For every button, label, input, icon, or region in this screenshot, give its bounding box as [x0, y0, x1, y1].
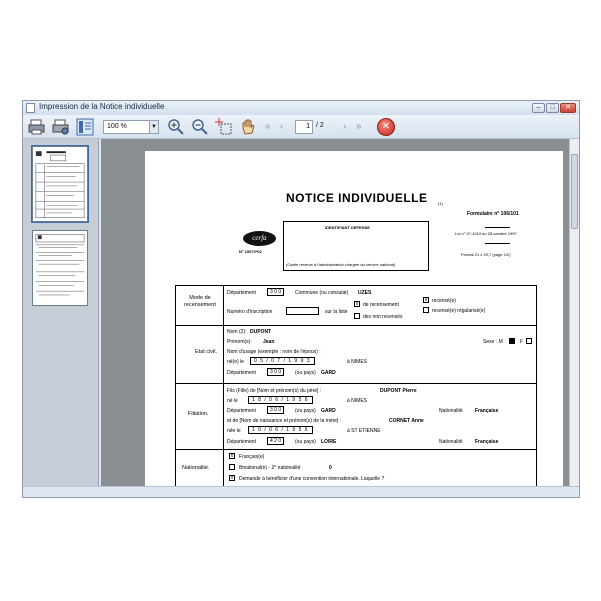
page-total: / 2: [316, 122, 324, 129]
cerfa-number: N° 10070*02: [239, 249, 262, 254]
option-francais: Français(e): [239, 454, 265, 460]
zoom-value: 100 %: [107, 123, 127, 130]
form-number: Formulaire n° 106/101: [467, 211, 519, 217]
mere-nationalite-label: Nationalité: [439, 439, 463, 445]
checkbox-sexe-m-checked: [509, 338, 515, 344]
close-window-button[interactable]: ✕: [560, 103, 576, 113]
cerfa-logo: cerfa: [243, 231, 276, 246]
pere-dept-label: Département: [227, 408, 256, 414]
pere-nationalite-value: Française: [475, 408, 499, 414]
page-thumbnail-2[interactable]: [32, 230, 88, 306]
hand-tool-icon[interactable]: [239, 118, 257, 136]
commune-value: UZES: [358, 290, 372, 296]
page-number-input[interactable]: [295, 120, 313, 134]
last-page-button[interactable]: »: [356, 121, 362, 132]
pere-lieu: à NIMES: [347, 398, 368, 404]
mere-nationalite-value: Française: [475, 439, 499, 445]
maximize-button[interactable]: □: [546, 103, 559, 113]
option-recensement: de recensement: [363, 302, 399, 308]
fils-value: DUPONT Pierre: [380, 388, 417, 394]
zoom-out-icon[interactable]: [191, 118, 209, 136]
mere-ne-value: 1 0 / 0 6 / 1 9 5 6: [248, 426, 313, 434]
divider: [485, 243, 510, 244]
checkbox-sexe-f: [526, 338, 532, 344]
checkbox-convention-checked: x: [230, 475, 234, 481]
document-page: [145, 151, 563, 486]
fils-label: Fils (Fille) de [Nom et prénom(s) du père] :: [227, 388, 322, 394]
departement-label: Département: [227, 290, 256, 296]
ne-label: né(e) le: [227, 359, 244, 365]
mere-label: et de [Nom de naissance et prénom(s) de la mère] :: [227, 418, 342, 424]
title-note: (1): [438, 201, 443, 206]
mere-ne-label: née le: [227, 428, 241, 434]
law-reference: Loi n° 97-1019 du 28 octobre 1997: [455, 231, 517, 236]
pere-dept-value: 3 0 0: [267, 406, 284, 414]
mere-dept-label: Département: [227, 439, 256, 445]
checkbox-recense-checked: x: [424, 297, 428, 303]
dept-label: Département: [227, 370, 256, 376]
previous-page-button[interactable]: ‹: [280, 121, 284, 132]
divider: [485, 227, 510, 228]
pere-pays-label: (ou pays): [295, 408, 316, 414]
checkbox-francais-checked: x: [230, 453, 234, 459]
commune-label: Commune (ou consulat): [295, 290, 349, 296]
window-title: Impression de la Notice individuelle: [39, 102, 165, 111]
next-page-button[interactable]: ›: [343, 121, 347, 132]
inscription-field: [286, 307, 319, 315]
mere-pays-value: LOIRE: [321, 439, 337, 445]
title-bar[interactable]: [23, 101, 579, 115]
inscription-label: Numéro d'inscription: [227, 309, 273, 315]
row-divider: [175, 383, 537, 384]
scrollbar-thumb[interactable]: [571, 154, 578, 229]
vertical-scrollbar[interactable]: [569, 139, 579, 486]
toolbar: [23, 115, 579, 139]
row-divider: [175, 449, 537, 450]
minimize-button[interactable]: –: [532, 103, 545, 113]
section-label-etat-civil: Etat civil.: [194, 349, 217, 355]
ne-value: 0 5 / 0 7 / 1 9 9 3: [250, 357, 315, 365]
dept-value: 3 0 0: [267, 368, 284, 376]
binational-value: 0: [329, 465, 332, 471]
sexe-label: Sexe : M: [483, 339, 503, 345]
option-convention: Demande à bénéficier d'une convention internationale. Laquelle ?: [239, 476, 385, 482]
select-region-icon[interactable]: [215, 118, 233, 136]
thumbnails-toggle-icon[interactable]: [76, 118, 94, 136]
usage-label: Nom d'usage (exemple : nom de l'époux) :: [227, 349, 321, 355]
mere-lieu: à ST ETIENNE: [347, 428, 381, 434]
mere-value: CORNET Anne: [389, 418, 424, 424]
status-bar: [23, 486, 579, 497]
section-label-nationalite: Nationalité.: [182, 465, 210, 471]
zoom-in-icon[interactable]: [167, 118, 185, 136]
print-icon[interactable]: [28, 118, 46, 136]
chevron-down-icon[interactable]: ▼: [149, 121, 158, 133]
nom-label: Nom (2):: [227, 329, 247, 335]
checkbox-non-recenses: [354, 313, 360, 319]
id-box-title: IDENTIFIANT DEFENSE: [325, 225, 370, 230]
nom-value: DUPONT: [250, 329, 272, 335]
option-binational: Binational(e) - 2° nationalité: [239, 465, 301, 471]
section-label-filiation: Filiation.: [188, 411, 209, 417]
checkbox-regularise: [423, 307, 429, 313]
first-page-button[interactable]: «: [265, 121, 271, 132]
liste-label: sur la liste: [325, 309, 348, 315]
checkbox-binational: [229, 464, 235, 470]
label-column-divider: [223, 285, 224, 486]
prenoms-value: Jean: [263, 339, 275, 345]
zoom-select[interactable]: [103, 120, 159, 134]
pere-nationalite-label: Nationalité: [439, 408, 463, 414]
close-preview-button[interactable]: ✕: [377, 118, 395, 136]
section-label-recensement: Mode de recensement: [184, 295, 216, 308]
lieu-naissance: à NIMES: [347, 359, 368, 365]
document-title: NOTICE INDIVIDUELLE: [286, 191, 428, 205]
document-app-icon: [26, 103, 35, 113]
current-page-value: 1: [306, 123, 310, 130]
thumbnail-panel: [23, 139, 99, 486]
option-recense: recensé(e): [432, 298, 456, 304]
prenoms-label: Prénom(s):: [227, 339, 252, 345]
row-divider: [175, 325, 537, 326]
checkbox-recensement-checked: x: [355, 301, 359, 307]
pere-pays-value: GARD: [321, 408, 336, 414]
pere-ne-value: 1 8 / 0 6 / 1 9 5 6: [248, 396, 313, 404]
page-thumbnail-1[interactable]: [32, 146, 88, 222]
pere-ne-label: né le: [227, 398, 238, 404]
option-regularise: recensé(e) régularisé(e): [432, 308, 486, 314]
pays-value: GARD: [321, 370, 336, 376]
print-preview-window: [22, 100, 580, 498]
mere-pays-label: (ou pays): [295, 439, 316, 445]
document-view[interactable]: [101, 139, 569, 486]
option-non-recenses: des non recensés: [363, 314, 403, 320]
id-box-note: (Cadre réservé à l'administration chargée du service national): [286, 262, 396, 267]
mere-dept-value: 4 2 0: [267, 437, 284, 445]
pays-label: (ou pays): [295, 370, 316, 376]
format-note: Format 21 x 29,7 (page 1/2): [461, 252, 511, 257]
departement-value: 3 0 0: [267, 288, 284, 296]
print-setup-icon[interactable]: [52, 118, 70, 136]
sexe-f-label: F: [520, 339, 524, 345]
